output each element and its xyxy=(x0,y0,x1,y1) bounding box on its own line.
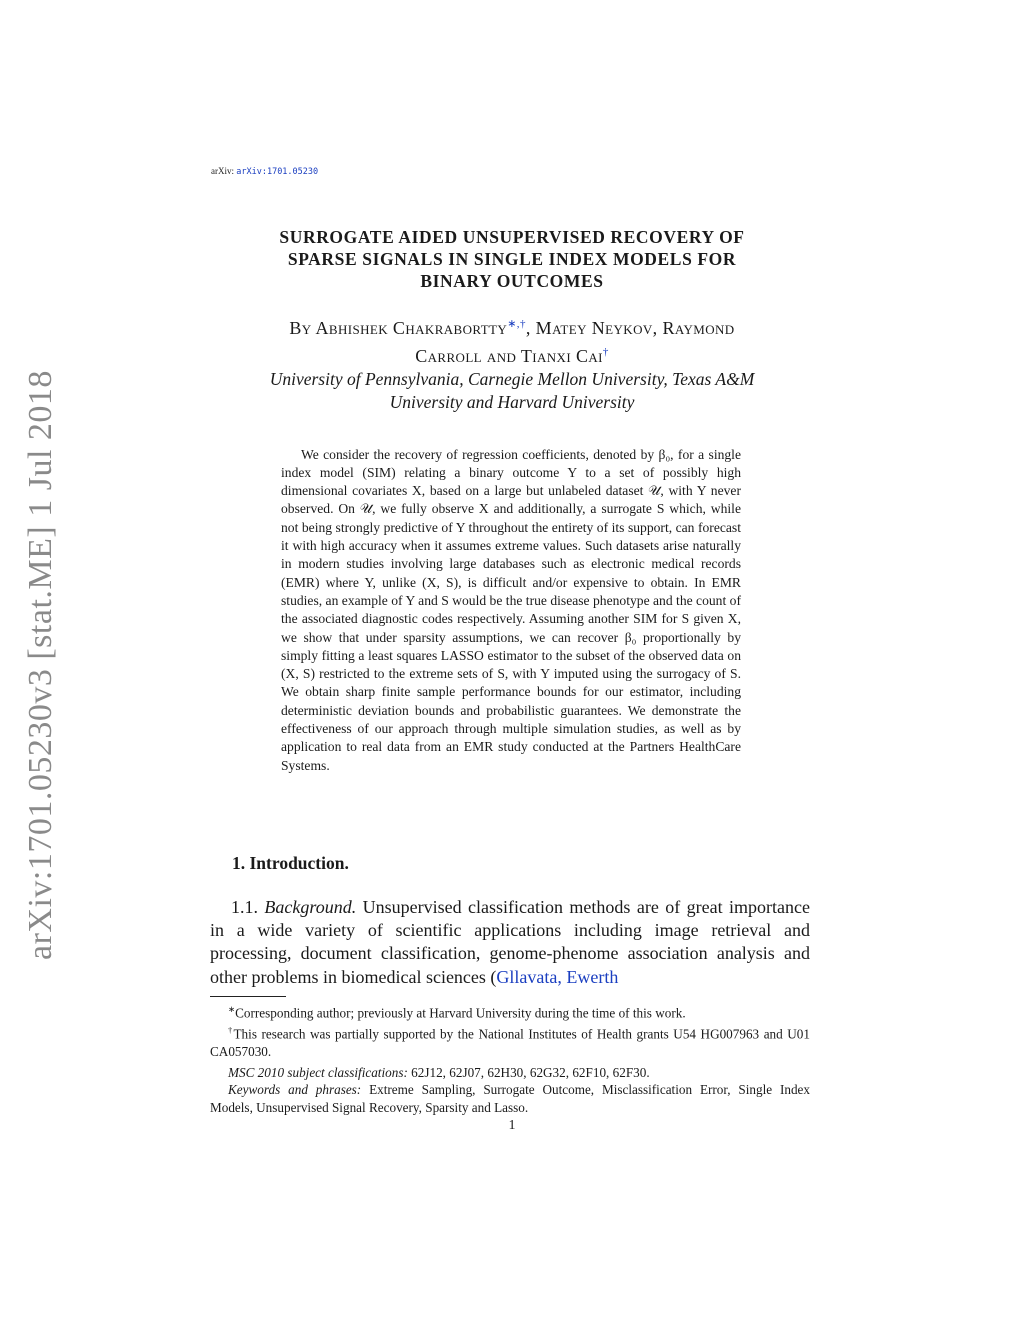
arxiv-label: arXiv: xyxy=(211,166,234,176)
author-footnote-mark[interactable]: ∗,† xyxy=(507,318,526,330)
msc-label: MSC 2010 subject classifications: xyxy=(228,1064,408,1080)
keywords-text: Extreme Sampling, Surrogate Outcome, Misclassification Error, Single Index Models, Unsupervised Signal Recovery, Sparsity and Lasso. xyxy=(210,1082,810,1115)
intro-text: Unsupervised classification methods are of great importance in a wide variety of scientific applications including image retrieval and processing, document classification, genome-phenome association analysis and other problems in biomedical sciences ( xyxy=(210,897,810,987)
msc-classifications xyxy=(210,1064,810,1082)
subsection-title: Background. xyxy=(264,897,357,917)
author-text: By Abhishek Chakrabortty xyxy=(289,318,508,338)
title-line: SPARSE SIGNALS IN SINGLE INDEX MODELS FOR xyxy=(287,249,737,269)
arxiv-side-stamp: arXiv:1701.05230v3 [stat.ME] 1 Jul 2018 xyxy=(22,370,59,960)
footnotes xyxy=(210,1001,810,1116)
footnote-funding xyxy=(210,1022,810,1061)
title-line: BINARY OUTCOMES xyxy=(420,271,604,291)
section-title: Introduction. xyxy=(249,853,349,873)
footnote-corresponding xyxy=(210,1001,810,1022)
subsection-number: 1.1. xyxy=(231,897,258,917)
author-footnote-mark[interactable]: † xyxy=(602,346,609,358)
author-text: , Matey Neykov, Raymond xyxy=(525,318,735,338)
paper-title xyxy=(210,226,814,292)
section-number: 1. xyxy=(232,853,246,873)
affiliations xyxy=(210,368,814,414)
author-line xyxy=(210,340,814,368)
page-number: 1 xyxy=(508,1118,516,1133)
keywords xyxy=(210,1081,810,1116)
affiliation-line: University of Pennsylvania, Carnegie Mellon University, Texas A&M xyxy=(269,369,755,389)
intro-paragraph xyxy=(210,896,810,989)
footnote-text: This research was partially supported by the National Institutes of Health grants U54 HG007963 and U01 CA057030. xyxy=(210,1026,810,1059)
footnote-text: Corresponding author; previously at Harvard University during the time of this work. xyxy=(235,1005,686,1021)
footnote-mark: ∗ xyxy=(228,1004,236,1014)
footnote-rule xyxy=(210,996,286,997)
citation-link[interactable]: Gllavata, Ewerth xyxy=(496,966,619,987)
author-line xyxy=(210,312,814,340)
arxiv-header xyxy=(211,166,318,177)
arxiv-id-link[interactable]: arXiv:1701.05230 xyxy=(236,167,319,177)
title-line: SURROGATE AIDED UNSUPERVISED RECOVERY OF xyxy=(279,227,745,247)
footnote-mark: † xyxy=(228,1024,234,1035)
section-heading xyxy=(232,853,349,874)
keywords-label: Keywords and phrases: xyxy=(228,1082,362,1098)
msc-codes: 62J12, 62J07, 62H30, 62G32, 62F10, 62F30. xyxy=(407,1064,650,1080)
affiliation-line: University and Harvard University xyxy=(389,392,635,412)
abstract: We consider the recovery of regression coefficients, denoted by β₀, for a single index model (SIM) relating a binary outcome Y to a set of possibly high dimensional covariates X, based on a large but unlabeled dataset 𝒰, with Y never observed. On 𝒰, we fully observe X and additionally, a surrogate S which, while not being strongly predictive of Y throughout the entirety of its support, can forecast it with high accuracy when it assumes extreme values. Such datasets arise naturally in modern studies involving large databases such as electronic medical records (EMR) where Y, unlike (X, S), is difficult and/or expensive to obtain. In EMR studies, an example of Y and S would be the true disease phenotype and the count of the associated diagnostic codes respectively. Assuming another SIM for S given X, we show that under sparsity assumptions, we can recover β₀ proportionally by simply fitting a least squares LASSO estimator to the subset of the observed data on (X, S) restricted to the extreme sets of S, with Y imputed using the surrogacy of S. We obtain sharp finite sample performance bounds for our estimator, including deterministic deviation bounds and probabilistic guarantees. We demonstrate the effectiveness of our approach through multiple simulation studies, as well as by application to real data from an EMR study conducted at the Partners HealthCare Systems. xyxy=(281,446,741,773)
author-text: Carroll and Tianxi Cai xyxy=(415,346,603,366)
author-list xyxy=(210,312,814,368)
